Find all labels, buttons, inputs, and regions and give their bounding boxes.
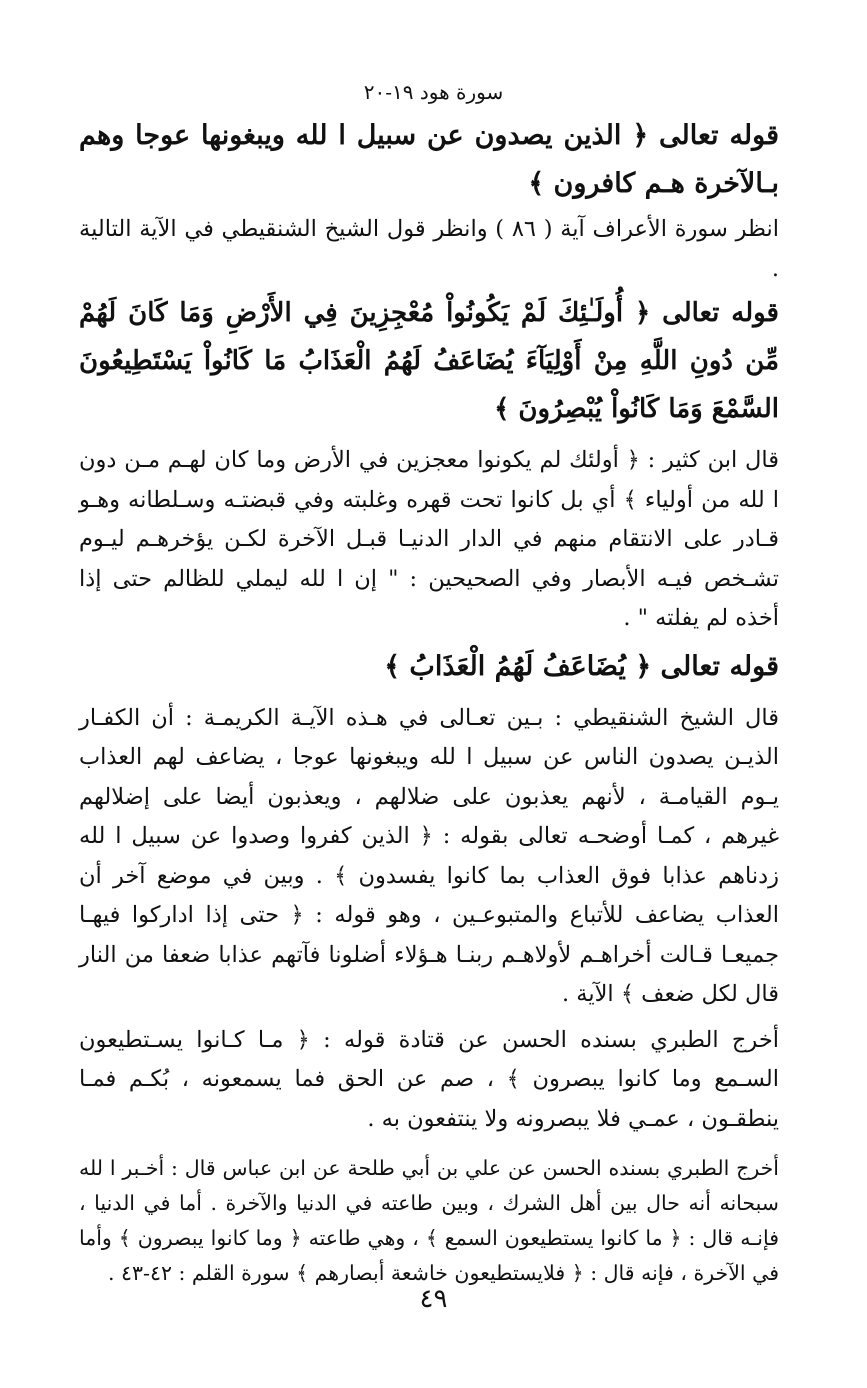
section-heading-punishment-doubled: قوله تعالى ﴿ يُضَاعَفُ لَهُمُ الْعَذَابُ ﴾: [384, 650, 779, 682]
tabari-ibn-abbas-paragraph: أخرج الطبري بسنده الحسن عن علي بن أبي طلحة عن ابن عباس قال : أخـبر ا لله سبحانه أنه حال بين أهل الشرك ، وبين طاعته في الدنيا والآخرة . أما في الدنيا ، فإنـه قال : ﴿ ما كانوا يستطيعون السمع ﴾ ، وهي طاعته ﴿ وما كانوا يبصرون ﴾ وأما في الآخرة ، فإنه قال : ﴿ فلايستطيعون خاشعة أبصارهم ﴾ سورة القلم : ٤٢-٤٣ .: [79, 1156, 779, 1285]
section-heading-verse-20: قوله تعالى ﴿ أُولَـٰئِكَ لَمْ يَكُونُواْ مُعْجِزِينَ فِي الأَرْضِ وَمَا كَانَ لَهُمْ مِّن دُونِ اللَّهِ مِنْ أَوْلِيَآءَ يُضَاعَفُ لَهُمُ الْعَذَابُ مَا كَانُواْ يَسْتَطِيعُونَ السَّمْعَ وَمَا كَانُواْ يُبْصِرُونَ ﴾: [79, 298, 779, 424]
ibn-kathir-paragraph: قال ابن كثير : ﴿ أولئك لم يكونوا معجزين في الأرض وما كان لهـم مـن دون ا لله من أولياء ﴾ أي بل كانوا تحت قهره وغلبته وفي قبضتـه وسـلطانه وهـو قـادر على الانتقام منهم في الدار الدنيـا قبـل الآخرة لكـن يؤخرهـم ليـوم تشـخص فيـه الأبصار وفي الصحيحين : " إن ا لله ليملي للظالم حتى إذا أخذه لم يفلته " .: [79, 447, 779, 631]
page-content: [79, 112, 779, 1291]
section-heading-verse-19: قوله تعالى ﴿ الذين يصدون عن سبيل ا لله ويبغونها عوجا وهم بـالآخرة هـم كافرون ﴾: [79, 120, 779, 199]
cross-reference-paragraph: انظر سورة الأعراف آية ( ٨٦ ) وانظر قول الشيخ الشنقيطي في الآية التالية .: [79, 216, 779, 282]
page-number: ٤٩: [419, 1284, 448, 1314]
running-header: سورة هود ١٩-٢٠: [363, 80, 504, 104]
tabari-qatada-paragraph: أخرج الطبري بسنده الحسن عن قتادة قوله : ﴿ مـا كـانوا يسـتطيعون السـمع وما كانوا يبصرون ﴾ ، صم عن الحق فما يسمعونه ، بُكـم فمـا ينطقـون ، عمـي فلا يبصرونه ولا ينتفعون به .: [79, 1026, 779, 1132]
shinqiti-paragraph: قال الشيخ الشنقيطي : بـين تعـالى في هـذه الآيـة الكريمـة : أن الكفـار الذيـن يصدون الناس عن سبيل ا لله ويبغونها عوجا ، يضاعف لهم العذاب يـوم القيامـة ، لأنهم يعذبون على ضلالهم ، ويعذبون أيضا على إضلالهم غيرهم ، كمـا أوضحـه تعالى بقوله : ﴿ الذين كفروا وصدوا عن سبيل ا لله زدناهم عذابا فوق العذاب بما كانوا يفسدون ﴾ . وبين في موضع آخر أن العذاب يضاعف للأتباع والمتبوعـين ، وهو قوله : ﴿ حتى إذا اداركوا فيهـا جميعـا قـالت أخراهـم لأولاهـم ربنـا هـؤلاء أضلونا فآتهم عذابا ضعفا من النار قال لكل ضعف ﴾ الآية .: [79, 704, 779, 1007]
